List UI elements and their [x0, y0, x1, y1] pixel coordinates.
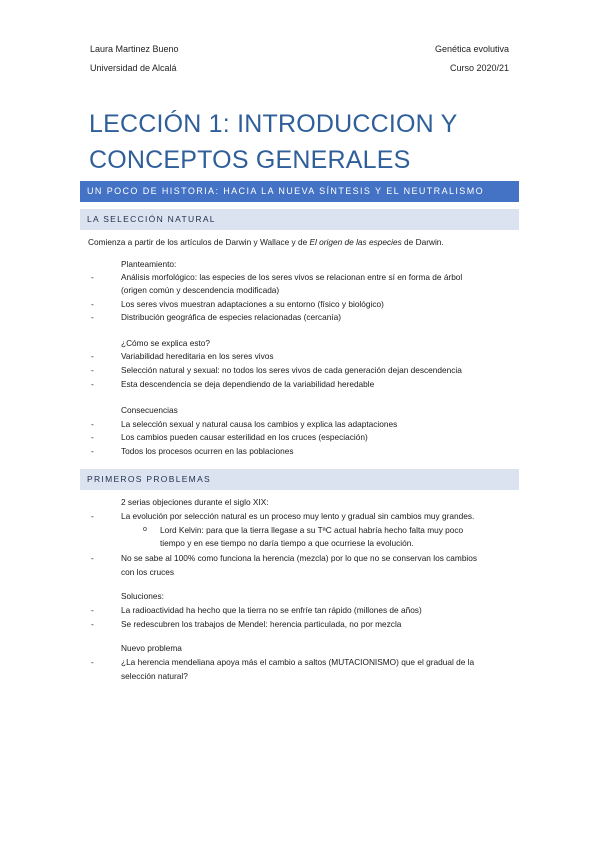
bullet: - [91, 299, 94, 309]
list-item: (origen común y descendencia modificada) [121, 285, 280, 295]
bullet: - [91, 419, 94, 429]
subject: Genética evolutiva [434, 44, 509, 54]
nuevo-problema-label: Nuevo problema [121, 643, 182, 653]
objeciones-label: 2 serias objeciones durante el siglo XIX: [121, 497, 269, 507]
bullet: - [91, 312, 94, 322]
list-item: Distribución geográfica de especies relacionadas (cercanía) [121, 312, 341, 322]
page-title: LECCIÓN 1: INTRODUCCION Y CONCEPTOS GENERALES [89, 110, 458, 174]
bullet: - [91, 351, 94, 361]
page-header [90, 40, 509, 78]
author: Laura Martinez Bueno [90, 44, 179, 54]
course: Curso 2020/21 [449, 63, 509, 73]
bullet: - [91, 365, 94, 375]
bullet: - [91, 379, 94, 389]
list-item: Los seres vivos muestran adaptaciones a su entorno (físico y biológico) [121, 299, 384, 309]
intro-text-end: de Darwin. [401, 237, 444, 247]
bullet: - [91, 553, 94, 563]
list-item: ¿La herencia mendeliana apoya más el cambio a saltos (MUTACIONISMO) que el gradual de la [121, 657, 475, 667]
intro-paragraph [88, 236, 444, 248]
intro-book-title: El origen de las especies [309, 237, 402, 247]
soluciones-label: Soluciones: [121, 591, 164, 601]
bullet: - [91, 619, 94, 629]
list-item: La radioactividad ha hecho que la tierra no se enfríe tan rápido (millones de años) [121, 605, 422, 615]
list-item: Análisis morfológico: las especies de los seres vivos se relacionan entre sí en forma de árbol [121, 272, 463, 282]
bullet: - [91, 272, 94, 282]
list-item-cont: con los cruces [121, 567, 175, 577]
list-item: La evolución por selección natural es un proceso muy lento y gradual sin cambios muy grandes. [121, 511, 475, 521]
list-item: No se sabe al 100% como funciona la herencia (mezcla) por lo que no se conservan los cambios [121, 553, 478, 563]
bullet: - [91, 657, 94, 667]
list-item: Todos los procesos ocurren en las poblaciones [121, 446, 294, 456]
bullet: - [91, 605, 94, 615]
subsection-heading-seleccion: LA SELECCIÓN NATURAL [80, 209, 519, 230]
list-item: Selección natural y sexual: no todos los seres vivos de cada generación dejan descendencia [121, 365, 462, 375]
bullet: - [91, 511, 94, 521]
planteamiento-label: Planteamiento: [121, 259, 177, 269]
list-item: La selección sexual y natural causa los cambios y explica las adaptaciones [121, 419, 398, 429]
intro-text: Comienza a partir de los artículos de Darwin y Wallace y de [88, 237, 310, 247]
consecuencias-label: Consecuencias [121, 405, 178, 415]
bullet: - [91, 446, 94, 456]
university: Universidad de Alcalá [90, 63, 177, 73]
subsection-heading-problemas: PRIMEROS PROBLEMAS [80, 469, 519, 490]
list-item: Los cambios pueden causar esterilidad en los cruces (especiación) [121, 432, 368, 442]
section-heading: UN POCO DE HISTORIA: HACIA LA NUEVA SÍNTESIS Y EL NEUTRALISMO [80, 181, 519, 202]
explica-label: ¿Cómo se explica esto? [121, 338, 211, 348]
sub-list-item: Lord Kelvin: para que la tierra llegase a su TªC actual habría hecho falta muy poco [160, 525, 464, 535]
sub-bullet: o [143, 526, 147, 533]
sub-list-item-cont: tiempo y en ese tiempo no daría tiempo a que ocurriese la evolución. [160, 538, 414, 548]
list-item: Esta descendencia se deja dependiendo de la variabilidad heredable [121, 379, 375, 389]
list-item: Variabilidad hereditaria en los seres vivos [121, 351, 274, 361]
list-item: Se redescubren los trabajos de Mendel: herencia particulada, no por mezcla [121, 619, 402, 629]
bullet: - [91, 432, 94, 442]
list-item-cont: selección natural? [121, 671, 188, 681]
